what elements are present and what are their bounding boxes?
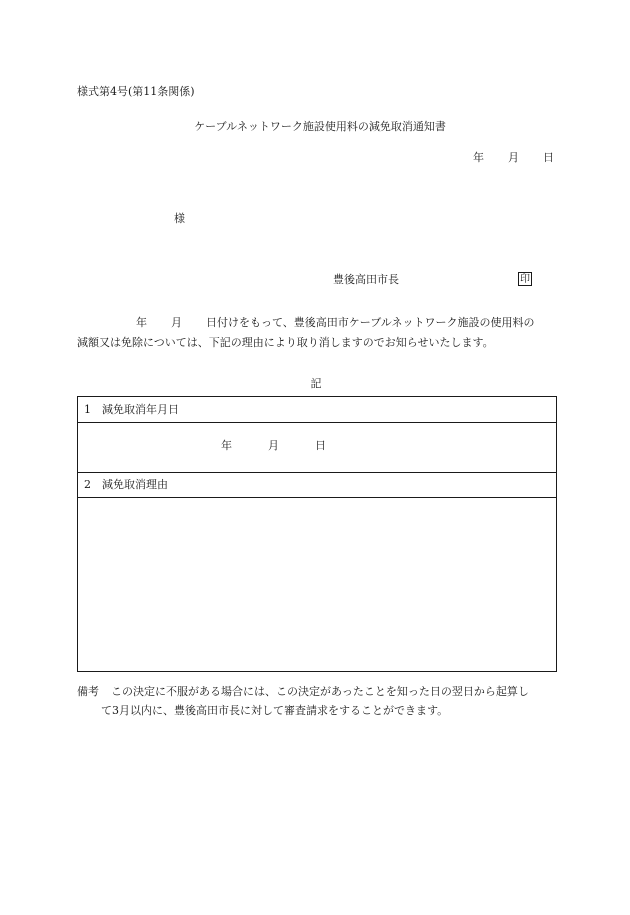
note-line-2: て3月以内に、豊後高田市長に対して審査請求をすることができます。 — [101, 704, 449, 717]
section-2-label: 減免取消理由 — [102, 478, 168, 491]
section-1-number: 1 — [84, 403, 91, 416]
cancellation-date — [221, 439, 326, 453]
header-date-month: 月 — [508, 151, 519, 164]
body-month: 月 — [171, 316, 182, 329]
header-date-day: 日 — [543, 151, 554, 164]
body-line-1-text: 日付けをもって、豊後高田市ケーブルネットワーク施設の使用料の — [206, 316, 535, 329]
addressee-suffix: 様 — [174, 212, 185, 225]
body-line-1 — [136, 316, 534, 330]
section-2-header — [78, 472, 556, 498]
note-line-1 — [77, 685, 529, 699]
section-1-value — [78, 422, 556, 473]
cancellation-date-day: 日 — [315, 439, 326, 452]
section-1-label: 減免取消年月日 — [102, 403, 179, 416]
cancellation-date-month: 月 — [268, 439, 279, 452]
header-date-year: 年 — [473, 151, 484, 164]
section-2-value — [78, 497, 556, 671]
section-1-header — [78, 397, 556, 423]
ki-heading: 記 — [310, 377, 322, 390]
section-2-number: 2 — [84, 478, 91, 491]
header-date — [473, 151, 554, 165]
body-line-2: 減額又は免除については、下記の理由により取り消しますのでお知らせいたします。 — [77, 336, 494, 349]
note-line-1-text: この決定に不服がある場合には、この決定があったことを知った日の翌日から起算し — [111, 685, 529, 698]
note-label: 備考 — [77, 685, 99, 698]
issuer-name: 豊後高田市長 — [333, 273, 399, 286]
detail-table — [77, 396, 557, 672]
form-number: 様式第4号(第11条関係) — [77, 85, 195, 98]
document-title: ケーブルネットワーク施設使用料の減免取消通知書 — [194, 120, 446, 133]
body-year: 年 — [136, 316, 147, 329]
seal-mark: 印 — [520, 274, 530, 285]
cancellation-date-year: 年 — [221, 439, 232, 452]
